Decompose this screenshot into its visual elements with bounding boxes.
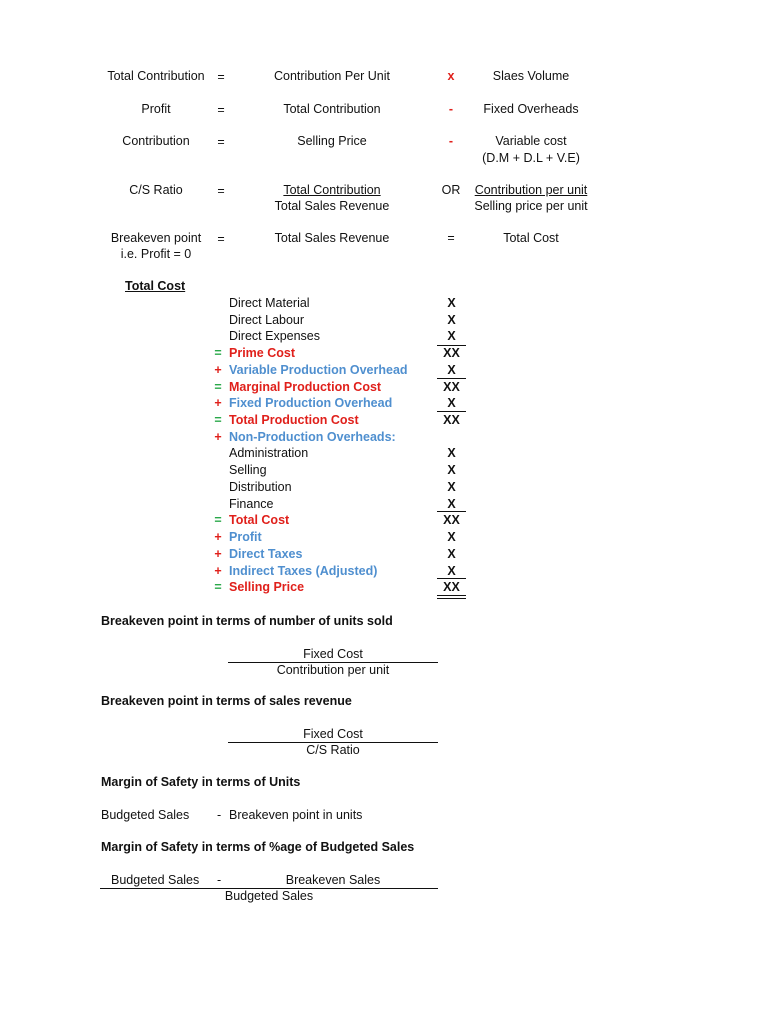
mos-units-breakeven: Breakeven point in units [229,808,363,822]
row-mark: XX [443,580,460,594]
formula-equals: = [217,232,225,246]
row-label: Prime Cost [229,346,295,360]
row-label: Fixed Production Overhead [229,396,393,410]
row-mark: X [447,296,456,310]
subtotal-rule [437,411,466,412]
row-sign: + [214,530,222,544]
row-sign: + [214,430,222,444]
formula-equals: = [217,135,225,149]
formula-middle: Contribution Per Unit [273,69,391,83]
formula-left: Total Contribution [107,69,205,83]
formula-right: Fixed Overheads [483,102,579,116]
mos-units-heading: Margin of Safety in terms of Units [101,775,301,789]
formula-operator: - [448,134,454,148]
formula-equals: = [217,103,225,117]
breakeven-revenue-numerator: Fixed Cost [303,727,363,741]
double-underline-rule [437,595,466,596]
formula-middle: Selling Price [297,134,367,148]
row-sign: = [214,513,222,527]
formula-right-numerator-text: Contribution per unit [474,183,588,197]
row-label: Direct Expenses [229,329,321,343]
total-cost-heading: Total Cost [125,279,186,293]
row-sign: = [214,580,222,594]
formula-middle-numerator [253,182,411,198]
formula-left: Profit [141,102,171,116]
formula-equals: = [217,184,225,198]
breakeven-revenue-heading: Breakeven point in terms of sales revenue [101,694,352,708]
formula-right: Total Cost [503,231,559,245]
mos-percent-heading: Margin of Safety in terms of %age of Budgeted Sales [101,840,415,854]
row-label: Selling [229,463,267,477]
row-sign: = [214,380,222,394]
row-label: Direct Material [229,296,310,310]
row-label: Marginal Production Cost [229,380,382,394]
row-label: Direct Taxes [229,547,303,561]
subtotal-rule [437,578,466,579]
row-sign: = [214,413,222,427]
subtotal-rule [437,511,466,512]
formula-left: C/S Ratio [129,183,183,197]
mos-units-operator: - [217,808,222,822]
row-mark: X [447,446,456,460]
row-sign: + [214,547,222,561]
breakeven-revenue-denominator: C/S Ratio [306,743,360,757]
row-label: Profit [229,530,262,544]
formula-right: Variable cost [495,134,567,148]
row-mark: XX [443,513,460,527]
row-sign: + [214,396,222,410]
formula-left-detail: i.e. Profit = 0 [120,247,192,261]
formula-right-denominator: Selling price per unit [474,199,588,213]
row-label: Variable Production Overhead [229,363,408,377]
row-label: Selling Price [229,580,305,594]
row-label: Finance [229,497,274,511]
row-mark: XX [443,413,460,427]
row-label: Total Production Cost [229,413,359,427]
formula-middle: Total Contribution [283,102,381,116]
row-mark: X [447,329,456,343]
row-mark: X [447,530,456,544]
row-label: Administration [229,446,309,460]
mos-percent-budgeted-sales: Budgeted Sales [111,873,200,887]
formula-operator: - [448,102,454,116]
mos-percent-denominator: Budgeted Sales [224,889,314,903]
formula-middle-numerator-text: Total Contribution [283,183,381,197]
row-mark: X [447,396,456,410]
breakeven-units-heading: Breakeven point in terms of number of units sold [101,614,393,628]
formula-operator: x [447,69,455,83]
formula-right-numerator [466,182,596,198]
formula-right-detail: (D.M + D.L + V.E) [482,151,580,165]
formula-right: Slaes Volume [492,69,570,83]
mos-percent-operator: - [217,873,222,887]
mos-units-budgeted-sales: Budgeted Sales [101,808,190,822]
row-sign: = [214,346,222,360]
row-mark: X [447,564,456,578]
row-mark: XX [443,346,460,360]
formula-operator: = [447,231,455,245]
row-label: Distribution [229,480,292,494]
formula-left: Contribution [122,134,190,148]
row-label: Indirect Taxes (Adjusted) [229,564,378,578]
subtotal-rule [437,378,466,379]
formula-middle-denominator: Total Sales Revenue [274,199,390,213]
row-label: Non-Production Overheads: [229,430,396,444]
row-mark: X [447,463,456,477]
subtotal-rule [437,345,466,346]
row-sign: + [214,564,222,578]
mos-percent-breakeven-sales: Breakeven Sales [285,873,381,887]
row-label: Direct Labour [229,313,305,327]
double-underline-rule [437,598,466,599]
row-mark: X [447,547,456,561]
row-mark: X [447,313,456,327]
row-sign: + [214,363,222,377]
breakeven-units-numerator: Fixed Cost [303,647,363,661]
formula-operator: OR [441,183,461,197]
row-mark: X [447,363,456,377]
breakeven-units-denominator: Contribution per unit [276,663,390,677]
row-mark: X [447,497,456,511]
row-mark: XX [443,380,460,394]
row-mark: X [447,480,456,494]
row-label: Total Cost [229,513,290,527]
formula-middle: Total Sales Revenue [274,231,390,245]
formula-equals: = [217,70,225,84]
formula-left: Breakeven point [110,231,202,245]
